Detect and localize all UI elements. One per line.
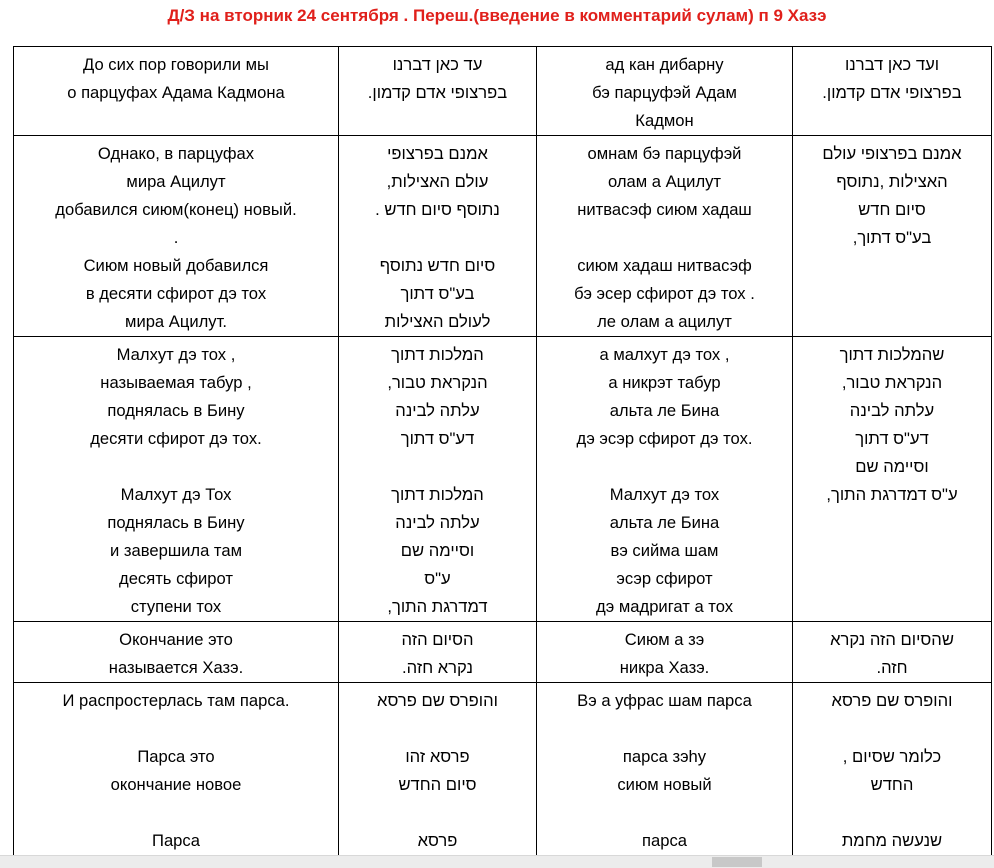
table-row — [14, 683, 992, 856]
text-line: כלומר שסיום , — [842, 747, 942, 766]
text-line: ле олам а ацилут — [597, 312, 732, 331]
hebrew-cell — [339, 683, 537, 856]
text-line: Парса это — [137, 747, 215, 766]
text-line: олам а Ацилут — [607, 172, 722, 191]
text-line: ад кан дибарну — [605, 55, 724, 74]
hebrew-original-cell — [793, 337, 992, 622]
russian-cell — [14, 47, 339, 136]
text-line: а малхут дэ тох , — [599, 345, 730, 364]
text-line: עלתה לבינה — [395, 513, 480, 532]
text-line: נקרא חזה. — [402, 658, 473, 677]
text-line: Малхут дэ Тох — [120, 485, 232, 504]
text-line: שהמלכות דתוך — [839, 345, 945, 364]
page-title: Д/З на вторник 24 сентября . Переш.(введение в комментарий сулам) п 9 Хазэ — [167, 6, 827, 25]
text-line: десяти сфирот дэ тох. — [90, 429, 262, 448]
text-line: Малхут дэ тох , — [116, 345, 236, 364]
text-line: דע"ס דתוך — [855, 429, 929, 448]
text-line: омнам бэ парцуфэй — [587, 144, 742, 163]
text-line: И распростерлась там парса. — [62, 691, 290, 710]
text-line: המלכות דתוך — [391, 485, 484, 504]
text-line: אמנם בפרצופי עולם — [822, 144, 962, 163]
russian-cell — [14, 136, 339, 337]
text-line: ступени тох — [130, 597, 222, 616]
text-line: דמדרגת התוך, — [387, 597, 488, 616]
text-line — [16, 715, 336, 743]
hebrew-cell — [339, 136, 537, 337]
text-line: הסיום הזה — [401, 630, 474, 649]
text-line: Вэ а уфрас шам парса — [577, 691, 752, 710]
transliteration-cell — [537, 337, 793, 622]
text-line: פרסא זהו — [405, 747, 470, 766]
russian-cell — [14, 622, 339, 683]
hebrew-cell — [339, 622, 537, 683]
text-line: פרסא — [417, 831, 458, 850]
text-line: парса — [642, 831, 687, 850]
text-line — [341, 453, 534, 481]
table-row — [14, 622, 992, 683]
hebrew-original-cell — [793, 683, 992, 856]
text-line: вэ сийма шам — [610, 541, 719, 560]
hebrew-cell — [339, 47, 537, 136]
text-line — [539, 224, 790, 252]
text-line — [539, 453, 790, 481]
text-line: האצילות ,נתוסף — [836, 172, 948, 191]
table-row — [14, 337, 992, 622]
text-line: окончание новое — [110, 775, 242, 794]
transliteration-cell — [537, 683, 793, 856]
text-line: и завершила там — [110, 541, 242, 560]
text-line: сиюм хадаш нитвасэф — [577, 256, 752, 275]
text-line: החדש — [870, 775, 914, 794]
text-line: Сиюм а зэ — [624, 630, 705, 649]
text-line: חזה. — [876, 658, 908, 677]
text-line: סיום חדש — [858, 200, 926, 219]
scrollbar-thumb[interactable] — [712, 857, 762, 867]
russian-cell — [14, 337, 339, 622]
text-line: עולם האצילות, — [386, 172, 489, 191]
text-line: поднялась в Бину — [107, 513, 245, 532]
text-line — [795, 799, 989, 827]
text-line: הנקראת טבור, — [387, 373, 488, 392]
text-line: ע"ס דמדרגת התוך, — [826, 485, 958, 504]
text-line — [16, 453, 336, 481]
translation-table — [13, 46, 992, 856]
text-line: סיום החדש — [398, 775, 477, 794]
text-line: והופרס שם פרסא — [377, 691, 498, 710]
text-line: добавился сиюм(конец) новый. — [55, 200, 297, 219]
hebrew-cell — [339, 337, 537, 622]
text-line — [539, 715, 790, 743]
text-line: Малхут дэ тох — [609, 485, 720, 504]
text-line: ועד כאן דברנו — [844, 55, 940, 74]
text-line: До сих пор говорили мы — [83, 55, 269, 74]
text-line: Сиюм новый добавился — [83, 256, 269, 275]
text-line: בפרצופי אדם קדמון. — [367, 83, 508, 102]
text-line: поднялась в Бину — [107, 401, 245, 420]
text-line: нитвасэф сиюм хадаш — [577, 200, 752, 219]
text-line: мира Ацилут — [126, 172, 226, 191]
text-line: а никрэт табур — [608, 373, 721, 392]
text-line: Окончание это — [119, 630, 233, 649]
text-line: десять сфирот — [119, 569, 233, 588]
text-line: . — [173, 228, 179, 247]
table-row — [14, 136, 992, 337]
text-line: Однако, в парцуфах — [97, 144, 255, 163]
text-line: וסיימה שם — [400, 541, 475, 560]
text-line: в десяти сфирот дэ тох — [85, 284, 267, 303]
text-line: дэ эсэр сфирот дэ тох. — [576, 429, 753, 448]
text-line: альта ле Бина — [609, 513, 720, 532]
text-line: называемая табур , — [100, 373, 252, 392]
text-line: סיום חדש נתוסף — [379, 256, 496, 275]
text-line: עלתה לבינה — [849, 401, 935, 420]
text-line: הנקראת טבור, — [841, 373, 943, 392]
text-line: עד כאן דברנו — [392, 55, 483, 74]
text-line: мира Ацилут. — [125, 312, 227, 331]
text-line: о парцуфах Адама Кадмона — [67, 83, 285, 102]
text-line: альта ле Бина — [609, 401, 720, 420]
text-line: дэ мадригат а тох — [595, 597, 734, 616]
text-line: עלתה לבינה — [395, 401, 480, 420]
text-line: בע"ס דתוך, — [852, 228, 932, 247]
text-line: שהסיום הזה נקרא — [830, 630, 954, 649]
text-line: парса зэһу — [622, 747, 707, 766]
text-line: Кадмон — [635, 111, 694, 130]
transliteration-cell — [537, 622, 793, 683]
table-row — [14, 47, 992, 136]
transliteration-cell — [537, 47, 793, 136]
hebrew-original-cell — [793, 622, 992, 683]
text-line: бэ эсер сфирот дэ тох . — [574, 284, 755, 303]
text-line: ע"ס — [424, 569, 451, 588]
horizontal-scrollbar[interactable] — [0, 855, 994, 868]
text-line: Парса — [152, 831, 200, 850]
text-line: сиюм новый — [617, 775, 712, 794]
text-line: אמנם בפרצופי — [387, 144, 488, 163]
text-line: бэ парцуфэй Адам — [592, 83, 737, 102]
transliteration-cell — [537, 136, 793, 337]
text-line: נתוסף סיום חדש . — [375, 200, 500, 219]
hebrew-original-cell — [793, 47, 992, 136]
text-line — [341, 799, 534, 827]
text-line — [16, 799, 336, 827]
text-line: לעולם האצילות — [384, 312, 491, 331]
hebrew-original-cell — [793, 136, 992, 337]
text-line: המלכות דתוך — [391, 345, 484, 364]
text-line: בע"ס דתוך — [400, 284, 475, 303]
text-line: никра Хазэ. — [619, 658, 710, 677]
text-line: וסיימה שם — [855, 457, 929, 476]
text-line: эсэр сфирот — [616, 569, 713, 588]
text-line: называется Хазэ. — [108, 658, 244, 677]
russian-cell — [14, 683, 339, 856]
text-line: דע"ס דתוך — [400, 429, 475, 448]
text-line: בפרצופי אדם קדמון. — [822, 83, 962, 102]
text-line: והופרס שם פרסא — [831, 691, 953, 710]
text-line — [795, 715, 989, 743]
text-line — [341, 224, 534, 252]
text-line — [539, 799, 790, 827]
text-line: שנעשה מחמת — [841, 831, 943, 850]
text-line — [341, 715, 534, 743]
